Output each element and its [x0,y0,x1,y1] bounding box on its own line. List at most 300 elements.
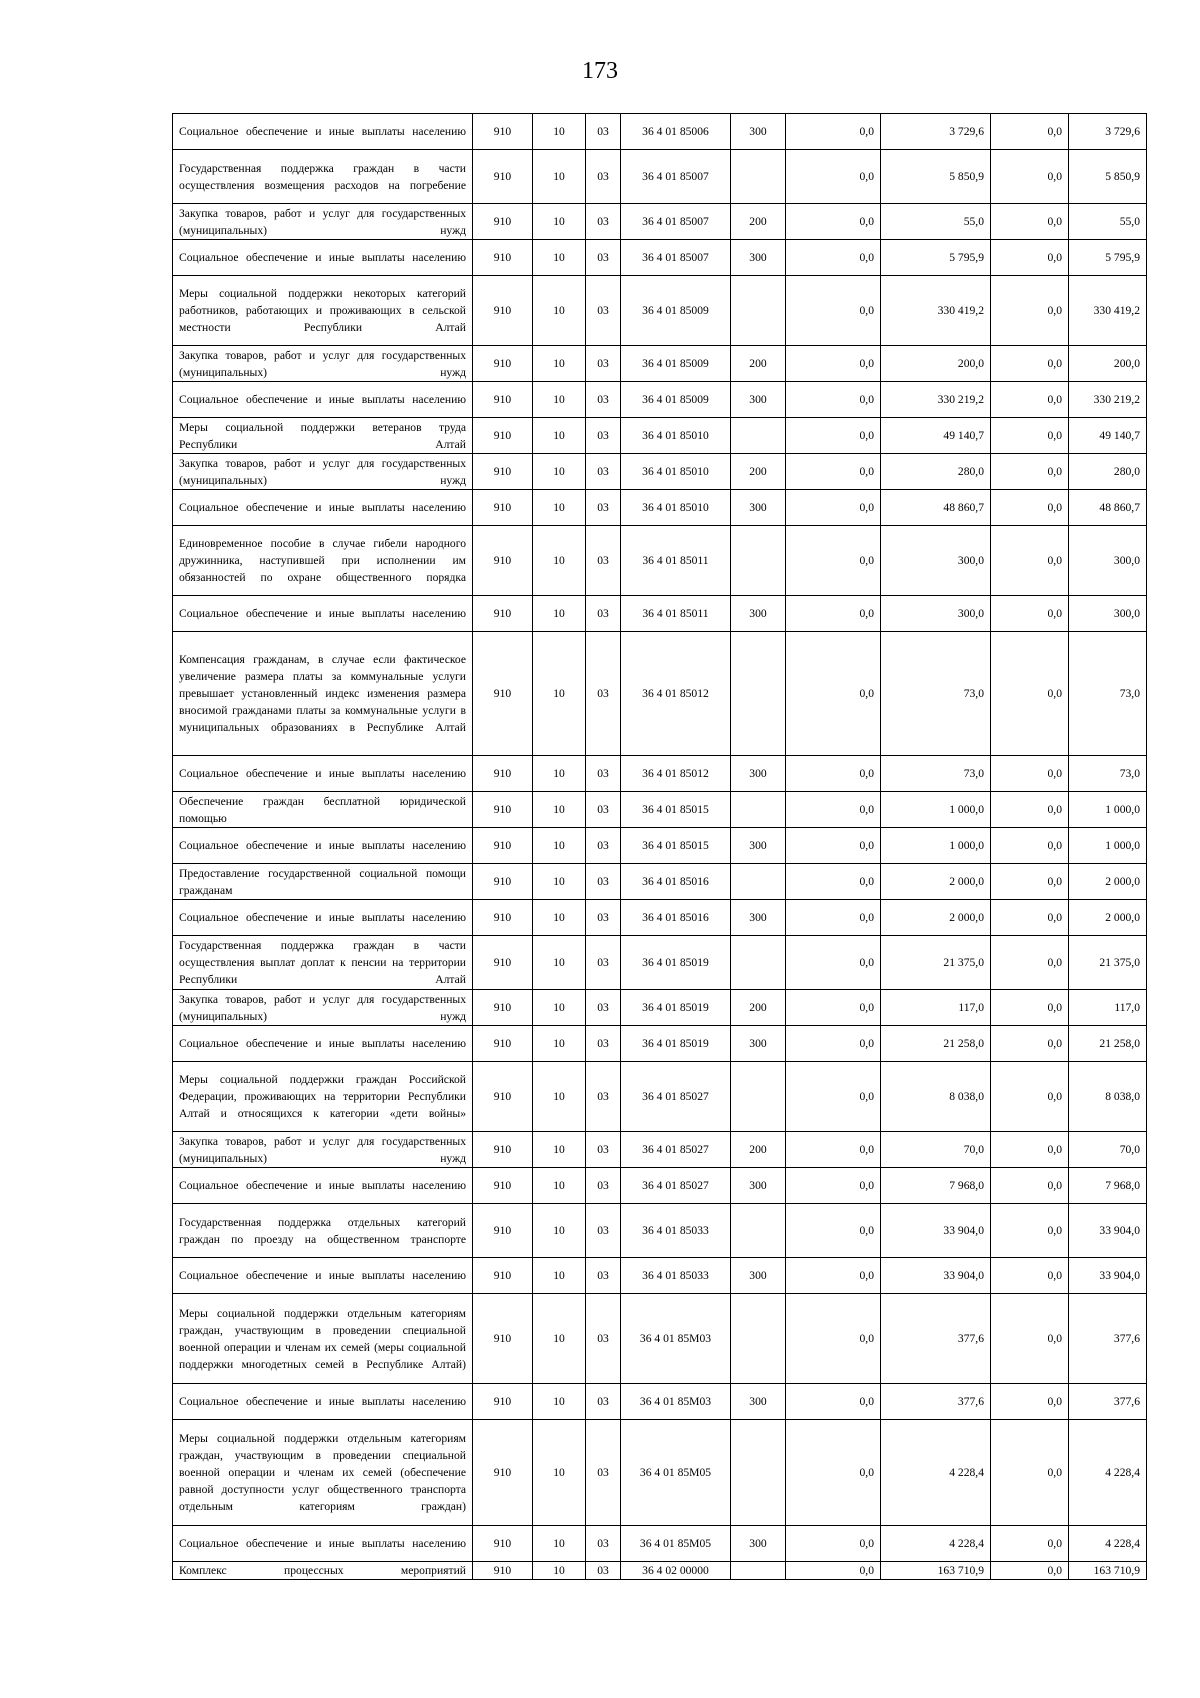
row-name-cell: Социальное обеспечение и иные выплаты населению [173,490,473,526]
amount-1-cell: 0,0 [786,1420,881,1526]
expense-type-cell: 300 [731,1026,786,1062]
amount-3-cell: 0,0 [991,596,1069,632]
table-row [173,1258,1147,1294]
row-name-cell: Социальное обеспечение и иные выплаты населению [173,1526,473,1562]
grbs-cell: 910 [473,526,533,596]
amount-3-cell: 0,0 [991,1132,1069,1168]
amount-1-cell: 0,0 [786,150,881,204]
amount-3-cell: 0,0 [991,204,1069,240]
row-name-cell: Социальное обеспечение и иные выплаты населению [173,596,473,632]
table-row [173,1294,1147,1384]
expense-type-cell [731,936,786,990]
amount-1-cell: 0,0 [786,864,881,900]
table-row [173,632,1147,756]
amount-1-cell: 0,0 [786,1384,881,1420]
target-article-cell: 36 4 01 85М05 [621,1420,731,1526]
subsection-cell: 03 [586,346,621,382]
section-cell: 10 [533,454,586,490]
row-name-cell: Социальное обеспечение и иные выплаты населению [173,1168,473,1204]
row-name-cell: Социальное обеспечение и иные выплаты населению [173,828,473,864]
amount-2-cell: 70,0 [881,1132,991,1168]
row-name-cell: Меры социальной поддержки ветеранов труда Республики Алтай [173,418,473,454]
target-article-cell: 36 4 01 85033 [621,1258,731,1294]
grbs-cell: 910 [473,418,533,454]
table-row [173,1384,1147,1420]
section-cell: 10 [533,1062,586,1132]
expense-type-cell: 300 [731,1258,786,1294]
amount-1-cell: 0,0 [786,276,881,346]
amount-1-cell: 0,0 [786,1204,881,1258]
grbs-cell: 910 [473,114,533,150]
target-article-cell: 36 4 01 85027 [621,1132,731,1168]
amount-4-cell: 70,0 [1069,1132,1147,1168]
amount-1-cell: 0,0 [786,1132,881,1168]
amount-3-cell: 0,0 [991,1294,1069,1384]
row-name-cell: Социальное обеспечение и иные выплаты населению [173,900,473,936]
amount-1-cell: 0,0 [786,490,881,526]
target-article-cell: 36 4 01 85006 [621,114,731,150]
amount-3-cell: 0,0 [991,150,1069,204]
amount-1-cell: 0,0 [786,828,881,864]
amount-3-cell: 0,0 [991,418,1069,454]
amount-4-cell: 300,0 [1069,596,1147,632]
target-article-cell: 36 4 01 85М05 [621,1526,731,1562]
subsection-cell: 03 [586,240,621,276]
grbs-cell: 910 [473,1026,533,1062]
amount-4-cell: 4 228,4 [1069,1420,1147,1526]
amount-1-cell: 0,0 [786,526,881,596]
row-name-cell: Социальное обеспечение и иные выплаты населению [173,1384,473,1420]
amount-2-cell: 300,0 [881,526,991,596]
table-row [173,1026,1147,1062]
budget-table [172,113,1147,1580]
subsection-cell: 03 [586,632,621,756]
target-article-cell: 36 4 01 85027 [621,1168,731,1204]
amount-3-cell: 0,0 [991,1168,1069,1204]
section-cell: 10 [533,490,586,526]
row-name-cell: Социальное обеспечение и иные выплаты населению [173,1258,473,1294]
grbs-cell: 910 [473,1204,533,1258]
table-row [173,1132,1147,1168]
amount-4-cell: 1 000,0 [1069,792,1147,828]
amount-4-cell: 2 000,0 [1069,900,1147,936]
amount-2-cell: 377,6 [881,1294,991,1384]
subsection-cell: 03 [586,490,621,526]
amount-3-cell: 0,0 [991,114,1069,150]
expense-type-cell: 200 [731,990,786,1026]
amount-4-cell: 33 904,0 [1069,1258,1147,1294]
row-name-cell: Меры социальной поддержки граждан Российской Федерации, проживающих на территории Республики Алтай и относящихся к категории «дети войны» [173,1062,473,1132]
subsection-cell: 03 [586,596,621,632]
subsection-cell: 03 [586,1168,621,1204]
expense-type-cell [731,418,786,454]
subsection-cell: 03 [586,1204,621,1258]
amount-2-cell: 4 228,4 [881,1420,991,1526]
amount-2-cell: 117,0 [881,990,991,1026]
grbs-cell: 910 [473,900,533,936]
amount-2-cell: 73,0 [881,632,991,756]
grbs-cell: 910 [473,1420,533,1526]
table-row [173,1420,1147,1526]
subsection-cell: 03 [586,1026,621,1062]
section-cell: 10 [533,632,586,756]
section-cell: 10 [533,792,586,828]
table-row [173,382,1147,418]
amount-2-cell: 5 795,9 [881,240,991,276]
expense-type-cell: 300 [731,1384,786,1420]
amount-4-cell: 3 729,6 [1069,114,1147,150]
expense-type-cell [731,1420,786,1526]
amount-1-cell: 0,0 [786,114,881,150]
amount-4-cell: 117,0 [1069,990,1147,1026]
amount-4-cell: 5 850,9 [1069,150,1147,204]
row-name-cell: Закупка товаров, работ и услуг для государственных (муниципальных) нужд [173,346,473,382]
expense-type-cell [731,1204,786,1258]
section-cell: 10 [533,864,586,900]
amount-2-cell: 4 228,4 [881,1526,991,1562]
subsection-cell: 03 [586,900,621,936]
grbs-cell: 910 [473,150,533,204]
grbs-cell: 910 [473,632,533,756]
subsection-cell: 03 [586,1294,621,1384]
target-article-cell: 36 4 01 85016 [621,900,731,936]
expense-type-cell: 300 [731,1168,786,1204]
amount-4-cell: 4 228,4 [1069,1526,1147,1562]
amount-2-cell: 330 419,2 [881,276,991,346]
expense-type-cell [731,792,786,828]
target-article-cell: 36 4 01 85010 [621,454,731,490]
section-cell: 10 [533,1258,586,1294]
amount-1-cell: 0,0 [786,382,881,418]
amount-3-cell: 0,0 [991,990,1069,1026]
table-row [173,792,1147,828]
amount-1-cell: 0,0 [786,1168,881,1204]
expense-type-cell: 300 [731,596,786,632]
table-row [173,114,1147,150]
amount-3-cell: 0,0 [991,1062,1069,1132]
amount-2-cell: 1 000,0 [881,792,991,828]
amount-2-cell: 1 000,0 [881,828,991,864]
section-cell: 10 [533,1562,586,1580]
row-name-cell: Закупка товаров, работ и услуг для государственных (муниципальных) нужд [173,454,473,490]
expense-type-cell: 300 [731,756,786,792]
table-row [173,1204,1147,1258]
amount-4-cell: 33 904,0 [1069,1204,1147,1258]
row-name-cell: Социальное обеспечение и иные выплаты населению [173,114,473,150]
amount-2-cell: 48 860,7 [881,490,991,526]
amount-3-cell: 0,0 [991,828,1069,864]
row-name-cell: Единовременное пособие в случае гибели народного дружинника, наступившей при исполнении им обязанностей по охране общественного порядка [173,526,473,596]
subsection-cell: 03 [586,526,621,596]
section-cell: 10 [533,756,586,792]
amount-4-cell: 1 000,0 [1069,828,1147,864]
table-row [173,240,1147,276]
row-name-cell: Компенсация гражданам, в случае если фактическое увеличение размера платы за коммунальные услуги превышает установленный индекс изменения размера вносимой гражданами платы за коммунальные услуги в муниципальных образованиях в Республике Алтай [173,632,473,756]
amount-1-cell: 0,0 [786,1026,881,1062]
grbs-cell: 910 [473,1384,533,1420]
subsection-cell: 03 [586,936,621,990]
amount-3-cell: 0,0 [991,526,1069,596]
grbs-cell: 910 [473,936,533,990]
target-article-cell: 36 4 01 85009 [621,382,731,418]
target-article-cell: 36 4 01 85М03 [621,1384,731,1420]
table-row [173,454,1147,490]
amount-3-cell: 0,0 [991,346,1069,382]
grbs-cell: 910 [473,346,533,382]
row-name-cell: Меры социальной поддержки отдельным категориям граждан, участвующим в проведении специальной военной операции и членам их семей (обеспечение равной доступности услуг общественного транспорта отдельным категориям граждан) [173,1420,473,1526]
section-cell: 10 [533,1294,586,1384]
amount-3-cell: 0,0 [991,1526,1069,1562]
grbs-cell: 910 [473,276,533,346]
amount-1-cell: 0,0 [786,204,881,240]
amount-1-cell: 0,0 [786,936,881,990]
subsection-cell: 03 [586,792,621,828]
section-cell: 10 [533,990,586,1026]
table-row [173,828,1147,864]
amount-2-cell: 330 219,2 [881,382,991,418]
amount-1-cell: 0,0 [786,1062,881,1132]
target-article-cell: 36 4 01 85007 [621,150,731,204]
section-cell: 10 [533,240,586,276]
amount-2-cell: 5 850,9 [881,150,991,204]
expense-type-cell: 300 [731,382,786,418]
target-article-cell: 36 4 01 85011 [621,526,731,596]
amount-3-cell: 0,0 [991,1258,1069,1294]
section-cell: 10 [533,1026,586,1062]
amount-3-cell: 0,0 [991,632,1069,756]
grbs-cell: 910 [473,454,533,490]
grbs-cell: 910 [473,490,533,526]
amount-3-cell: 0,0 [991,864,1069,900]
amount-3-cell: 0,0 [991,756,1069,792]
amount-1-cell: 0,0 [786,346,881,382]
amount-4-cell: 163 710,9 [1069,1562,1147,1580]
target-article-cell: 36 4 01 85010 [621,418,731,454]
amount-3-cell: 0,0 [991,936,1069,990]
grbs-cell: 910 [473,828,533,864]
table-row [173,936,1147,990]
expense-type-cell: 200 [731,1132,786,1168]
target-article-cell: 36 4 01 85016 [621,864,731,900]
amount-3-cell: 0,0 [991,1420,1069,1526]
table-row [173,204,1147,240]
amount-4-cell: 8 038,0 [1069,1062,1147,1132]
target-article-cell: 36 4 01 85019 [621,936,731,990]
grbs-cell: 910 [473,1526,533,1562]
amount-4-cell: 377,6 [1069,1294,1147,1384]
amount-4-cell: 73,0 [1069,756,1147,792]
section-cell: 10 [533,828,586,864]
grbs-cell: 910 [473,990,533,1026]
row-name-cell: Социальное обеспечение и иные выплаты населению [173,240,473,276]
subsection-cell: 03 [586,756,621,792]
target-article-cell: 36 4 01 85007 [621,204,731,240]
table-row [173,990,1147,1026]
subsection-cell: 03 [586,864,621,900]
amount-4-cell: 48 860,7 [1069,490,1147,526]
grbs-cell: 910 [473,1294,533,1384]
section-cell: 10 [533,150,586,204]
grbs-cell: 910 [473,596,533,632]
target-article-cell: 36 4 01 85М03 [621,1294,731,1384]
table-row [173,756,1147,792]
section-cell: 10 [533,276,586,346]
amount-1-cell: 0,0 [786,240,881,276]
section-cell: 10 [533,936,586,990]
amount-2-cell: 300,0 [881,596,991,632]
target-article-cell: 36 4 01 85033 [621,1204,731,1258]
amount-3-cell: 0,0 [991,1204,1069,1258]
target-article-cell: 36 4 02 00000 [621,1562,731,1580]
section-cell: 10 [533,526,586,596]
amount-3-cell: 0,0 [991,276,1069,346]
amount-3-cell: 0,0 [991,1384,1069,1420]
section-cell: 10 [533,204,586,240]
expense-type-cell: 200 [731,204,786,240]
target-article-cell: 36 4 01 85012 [621,756,731,792]
row-name-cell: Закупка товаров, работ и услуг для государственных (муниципальных) нужд [173,204,473,240]
expense-type-cell [731,1562,786,1580]
target-article-cell: 36 4 01 85011 [621,596,731,632]
amount-2-cell: 200,0 [881,346,991,382]
row-name-cell: Меры социальной поддержки некоторых категорий работников, работающих и проживающих в сельской местности Республики Алтай [173,276,473,346]
section-cell: 10 [533,1526,586,1562]
grbs-cell: 910 [473,864,533,900]
row-name-cell: Закупка товаров, работ и услуг для государственных (муниципальных) нужд [173,1132,473,1168]
amount-4-cell: 55,0 [1069,204,1147,240]
target-article-cell: 36 4 01 85019 [621,990,731,1026]
grbs-cell: 910 [473,792,533,828]
amount-3-cell: 0,0 [991,1026,1069,1062]
row-name-cell: Государственная поддержка граждан в части осуществления выплат доплат к пенсии на территории Республики Алтай [173,936,473,990]
table-row [173,418,1147,454]
amount-1-cell: 0,0 [786,1562,881,1580]
subsection-cell: 03 [586,204,621,240]
amount-3-cell: 0,0 [991,900,1069,936]
amount-1-cell: 0,0 [786,454,881,490]
amount-4-cell: 21 258,0 [1069,1026,1147,1062]
table-row [173,1562,1147,1580]
amount-1-cell: 0,0 [786,900,881,936]
amount-2-cell: 163 710,9 [881,1562,991,1580]
section-cell: 10 [533,1168,586,1204]
section-cell: 10 [533,346,586,382]
subsection-cell: 03 [586,1384,621,1420]
subsection-cell: 03 [586,150,621,204]
expense-type-cell: 300 [731,900,786,936]
amount-2-cell: 55,0 [881,204,991,240]
expense-type-cell [731,526,786,596]
row-name-cell: Комплекс процессных мероприятий [173,1562,473,1580]
amount-2-cell: 7 968,0 [881,1168,991,1204]
subsection-cell: 03 [586,1562,621,1580]
amount-1-cell: 0,0 [786,756,881,792]
amount-3-cell: 0,0 [991,240,1069,276]
page-number: 173 [582,58,618,84]
subsection-cell: 03 [586,1258,621,1294]
grbs-cell: 910 [473,1562,533,1580]
amount-3-cell: 0,0 [991,792,1069,828]
table-row [173,1168,1147,1204]
table-row [173,900,1147,936]
expense-type-cell [731,864,786,900]
amount-2-cell: 2 000,0 [881,864,991,900]
subsection-cell: 03 [586,1062,621,1132]
amount-2-cell: 49 140,7 [881,418,991,454]
grbs-cell: 910 [473,1168,533,1204]
subsection-cell: 03 [586,990,621,1026]
grbs-cell: 910 [473,1258,533,1294]
section-cell: 10 [533,1420,586,1526]
table-row [173,1062,1147,1132]
row-name-cell: Закупка товаров, работ и услуг для государственных (муниципальных) нужд [173,990,473,1026]
amount-4-cell: 5 795,9 [1069,240,1147,276]
grbs-cell: 910 [473,240,533,276]
grbs-cell: 910 [473,1062,533,1132]
grbs-cell: 910 [473,204,533,240]
amount-3-cell: 0,0 [991,1562,1069,1580]
subsection-cell: 03 [586,114,621,150]
section-cell: 10 [533,382,586,418]
target-article-cell: 36 4 01 85010 [621,490,731,526]
section-cell: 10 [533,900,586,936]
amount-3-cell: 0,0 [991,490,1069,526]
amount-4-cell: 7 968,0 [1069,1168,1147,1204]
expense-type-cell: 300 [731,114,786,150]
expense-type-cell [731,1294,786,1384]
amount-4-cell: 21 375,0 [1069,936,1147,990]
expense-type-cell [731,276,786,346]
table-row [173,864,1147,900]
expense-type-cell: 300 [731,490,786,526]
amount-1-cell: 0,0 [786,632,881,756]
row-name-cell: Социальное обеспечение и иные выплаты населению [173,1026,473,1062]
expense-type-cell: 200 [731,454,786,490]
budget-table-body [173,114,1147,1580]
amount-2-cell: 33 904,0 [881,1204,991,1258]
table-row [173,596,1147,632]
amount-1-cell: 0,0 [786,418,881,454]
expense-type-cell [731,632,786,756]
section-cell: 10 [533,418,586,454]
section-cell: 10 [533,596,586,632]
target-article-cell: 36 4 01 85027 [621,1062,731,1132]
subsection-cell: 03 [586,828,621,864]
amount-2-cell: 377,6 [881,1384,991,1420]
amount-2-cell: 21 375,0 [881,936,991,990]
row-name-cell: Государственная поддержка граждан в части осуществления возмещения расходов на погребение [173,150,473,204]
amount-1-cell: 0,0 [786,1258,881,1294]
row-name-cell: Предоставление государственной социальной помощи гражданам [173,864,473,900]
target-article-cell: 36 4 01 85012 [621,632,731,756]
amount-1-cell: 0,0 [786,596,881,632]
amount-2-cell: 280,0 [881,454,991,490]
subsection-cell: 03 [586,418,621,454]
table-row [173,150,1147,204]
target-article-cell: 36 4 01 85019 [621,1026,731,1062]
expense-type-cell: 300 [731,240,786,276]
section-cell: 10 [533,114,586,150]
section-cell: 10 [533,1132,586,1168]
expense-type-cell: 300 [731,828,786,864]
subsection-cell: 03 [586,276,621,346]
amount-4-cell: 330 419,2 [1069,276,1147,346]
target-article-cell: 36 4 01 85015 [621,792,731,828]
subsection-cell: 03 [586,1526,621,1562]
section-cell: 10 [533,1384,586,1420]
subsection-cell: 03 [586,382,621,418]
amount-2-cell: 73,0 [881,756,991,792]
